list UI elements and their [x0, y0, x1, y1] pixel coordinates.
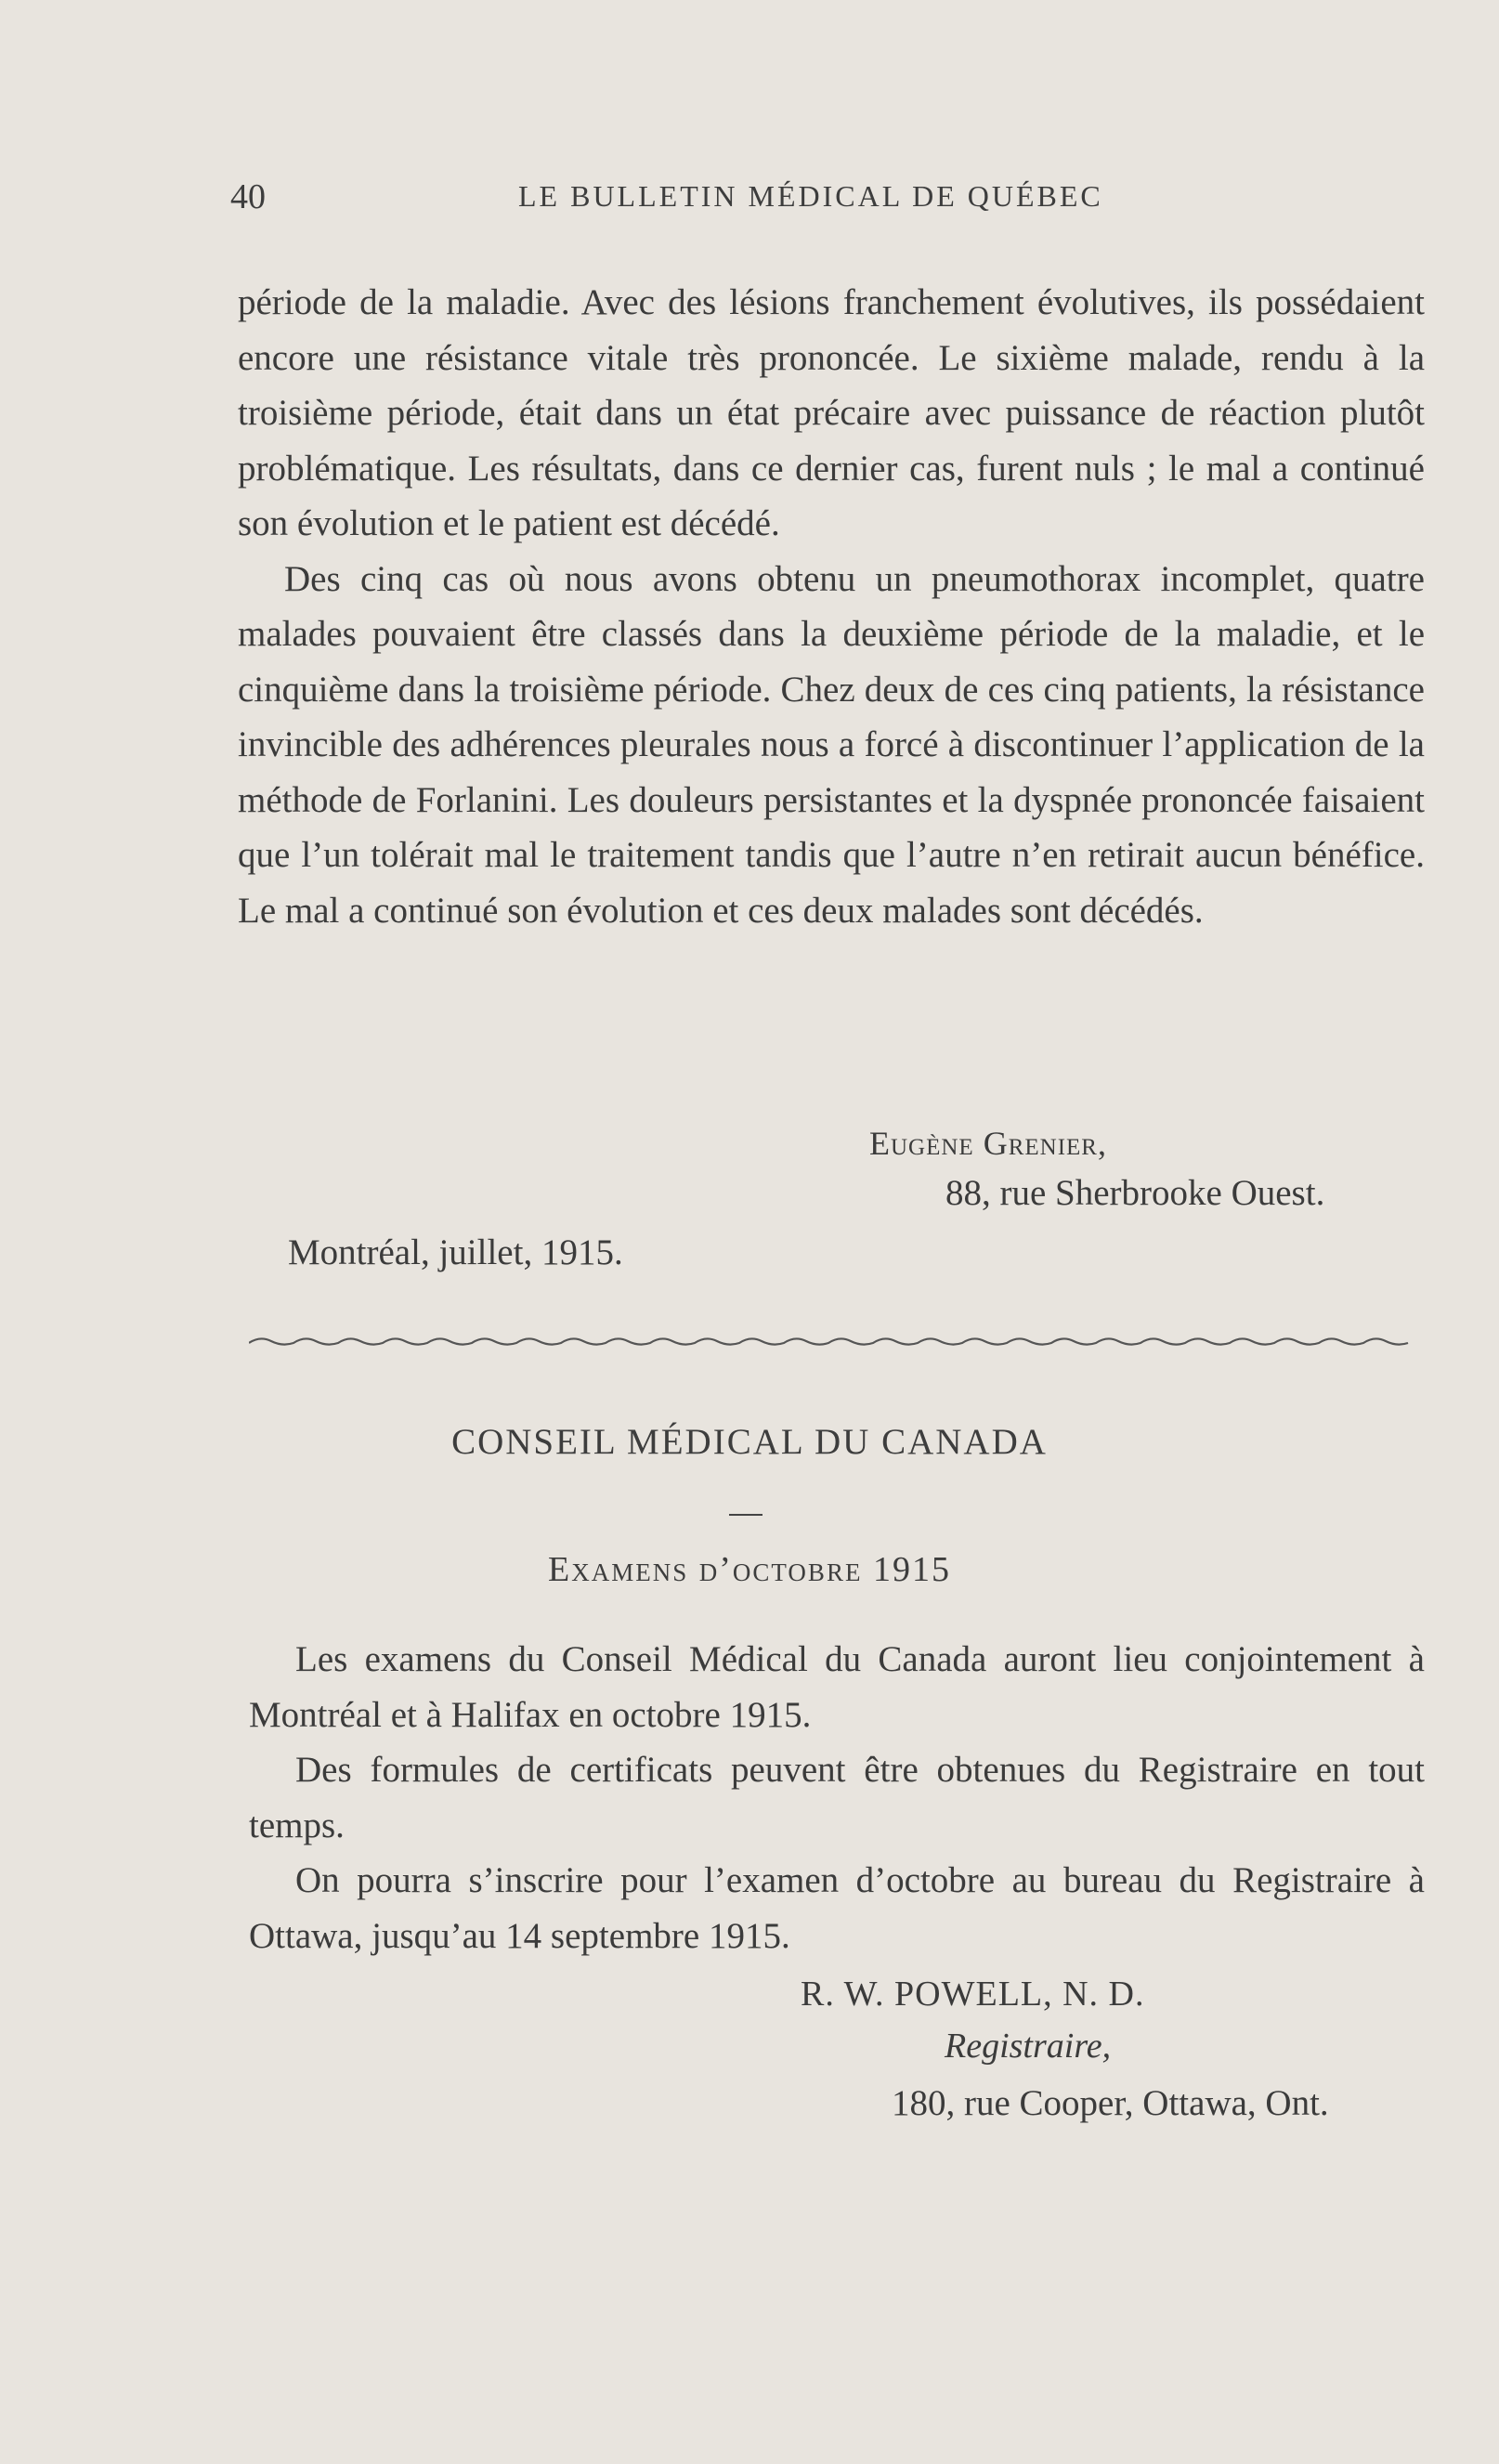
registrar-signature: R. W. POWELL, N. D.	[801, 1975, 1145, 2014]
notice-subtitle: Examens d’octobre 1915	[548, 1550, 951, 1589]
page-number: 40	[230, 177, 266, 216]
wavy-divider	[249, 1328, 1423, 1356]
author-address: 88, rue Sherbrooke Ouest.	[945, 1173, 1325, 1213]
paragraph-continuation: période de la maladie. Avec des lésions franchement évolutives, ils possédaient encore une résistance vitale très prononcée. Le sixième malade, rendu à la troisième période, était dans un état précaire avec puissance de réaction plutôt problématique. Les résultats, dans ce dernier cas, furent nuls ; le mal a continué son évolution et le patient est décédé.	[238, 282, 1425, 543]
paragraph: On pourra s’inscrire pour l’examen d’octobre au bureau du Registraire à Ottawa, jusqu’au 14 septembre 1915.	[249, 1860, 1425, 1956]
title-dash	[729, 1514, 763, 1516]
paragraph: Des cinq cas où nous avons obtenu un pneumothorax incomplet, quatre malades pouvaient être classés dans la deuxième période de la maladie, et le cinquième dans la troisième période. Chez deux de ces cinq patients, la résistance invincible des adhérences pleurales nous a forcé à discontinuer l’application de la méthode de Forlanini. Les douleurs persistantes et la dyspnée prononcée faisaient que l’un tolérait mal le traitement tandis que l’autre n’en retirait aucun bénéfice. Le mal a continué son évolution et ces deux malades sont décédés.	[238, 558, 1425, 931]
article-conclusion	[238, 275, 1425, 938]
notice-title: CONSEIL MÉDICAL DU CANADA	[451, 1422, 1048, 1462]
paragraph: Des formules de certificats peuvent être obtenues du Registraire en tout temps.	[249, 1750, 1425, 1845]
place-date: Montréal, juillet, 1915.	[288, 1232, 623, 1272]
paragraph: Les examens du Conseil Médical du Canada auront lieu conjointement à Montréal et à Halifax en octobre 1915.	[249, 1639, 1425, 1735]
journal-title: LE BULLETIN MÉDICAL DE QUÉBEC	[518, 179, 1103, 213]
notice-body	[249, 1632, 1425, 1963]
running-header	[230, 176, 1261, 217]
author-signature: Eugène Grenier,	[869, 1125, 1107, 1162]
registrar-title: Registraire,	[945, 2027, 1112, 2066]
registrar-address: 180, rue Cooper, Ottawa, Ont.	[892, 2083, 1329, 2123]
